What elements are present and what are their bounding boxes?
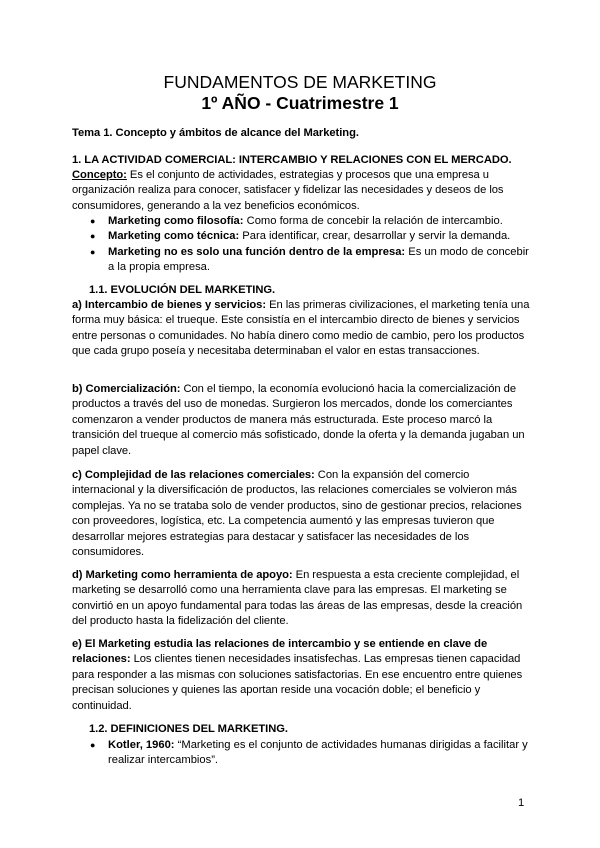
document-title: FUNDAMENTOS DE MARKETING (163, 72, 437, 92)
paragraph-text: Con el tiempo, la economía evolucionó hacia la comercialización de productos a través del uso de monedas. Surgieron los mercados, donde los comerciantes comenzaron a vender productos de manera más estructurada. Este proceso marcó la transición del trueque al comercio más sofisticado, donde la oferta y la demanda jugaban un papel clave. (72, 383, 525, 457)
paragraph-label: d) Marketing como herramienta de apoyo: (72, 569, 293, 581)
bullet-label: Marketing como técnica: (108, 230, 240, 243)
evolution-paragraph-e (72, 637, 534, 714)
paragraph-text: Con la expansión del comercio internacional y la diversificación de productos, las relaciones comerciales se volvieron más complejas. Ya no se trataba solo de vender productos, sino de gestionar precios, relaciones con proveedores, logística, etc. La competencia aumentó y las empresas tuvieron que desarrollar mejores estrategias para destacar y satisfacer las necesidades de los consumidores. (72, 469, 522, 559)
evolution-paragraph-d (72, 568, 534, 630)
concept-label: Concepto: (72, 169, 127, 181)
concept-text: Es el conjunto de actividades, estrategias y procesos que una empresa u organización realiza para conocer, satisfacer y fidelizar las necesidades y deseos de los consumidores, generando a la vez beneficios económicos. (72, 169, 504, 212)
section-1-heading: 1. LA ACTIVIDAD COMERCIAL: INTERCAMBIO Y RELACIONES CON EL MERCADO. (72, 154, 512, 166)
paragraph-label: c) Complejidad de las relaciones comerciales: (72, 469, 315, 481)
page-number: 1 (518, 797, 525, 809)
bullet-text: Para identificar, crear, desarrollar y servir la demanda. (239, 230, 511, 243)
bullet-label: Marketing como filosofía: (108, 215, 244, 227)
paragraph-label: b) Comercialización: (72, 383, 181, 395)
bullet-icon: ● (90, 246, 96, 257)
bullet-label: Marketing no es solo una función dentro de la empresa: (108, 245, 406, 258)
bullet-icon: ● (90, 740, 96, 750)
bullet-text: Es un modo de concebir a la propia empresa. (108, 245, 529, 274)
paragraph-label: a) Intercambio de bienes y servicios: (72, 299, 267, 311)
paragraph-text: En las primeras civilizaciones, el marketing tenía una forma muy básica: el trueque. Este consistía en el intercambio directo de bienes y servicios entre personas o comunidades. No había dinero como medio de cambio, pero los productos que cada grupo poseía y necesitaba determinaban el valor en estas transacciones. (72, 299, 530, 358)
section-1-2-bullet-list (72, 738, 534, 769)
evolution-paragraph-c (72, 468, 534, 560)
topic-heading: Tema 1. Concepto y ámbitos de alcance del Marketing. (72, 127, 359, 139)
list-item (72, 229, 534, 244)
bullet-icon: ● (90, 231, 96, 242)
list-item (72, 245, 534, 276)
paragraph-label: e) El Marketing estudia las relaciones de intercambio y se entiende en clave de relaciones: (72, 638, 488, 666)
paragraph-text: En respuesta a esta creciente complejidad, el marketing se desarrolló como una herramienta clave para las empresas. El marketing se convirtió en un apoyo fundamental para todas las áreas de las empresas, desde la creación del producto hasta la fidelización del cliente. (72, 569, 523, 628)
list-item (72, 214, 534, 229)
section-1-bullet-list (72, 214, 534, 276)
bullet-label: Kotler, 1960: (108, 739, 175, 751)
paragraph-text: Los clientes tienen necesidades insatisfechas. Las empresas tienen capacidad para responder a las mismas con soluciones satisfactorias. En ese encuentro entre quienes precisan soluciones y quienes las aportan reside una vocación doble; el beneficio y continuidad. (72, 653, 523, 712)
bullet-icon: ● (90, 216, 96, 226)
document-subtitle: 1º AÑO - Cuatrimestre 1 (201, 93, 399, 113)
section-1-1-heading: 1.1. EVOLUCIÓN DEL MARKETING. (89, 284, 276, 296)
evolution-paragraph-b (72, 382, 534, 459)
section-1-2-heading: 1.2. DEFINICIONES DEL MARKETING. (89, 723, 288, 735)
list-item (72, 738, 534, 769)
concept-paragraph (72, 168, 534, 214)
bullet-text: “Marketing es el conjunto de actividades humanas dirigidas a facilitar y realizar intercambios”. (108, 739, 528, 767)
evolution-paragraph-a (72, 298, 534, 360)
bullet-text: Como forma de concebir la relación de intercambio. (243, 215, 503, 227)
